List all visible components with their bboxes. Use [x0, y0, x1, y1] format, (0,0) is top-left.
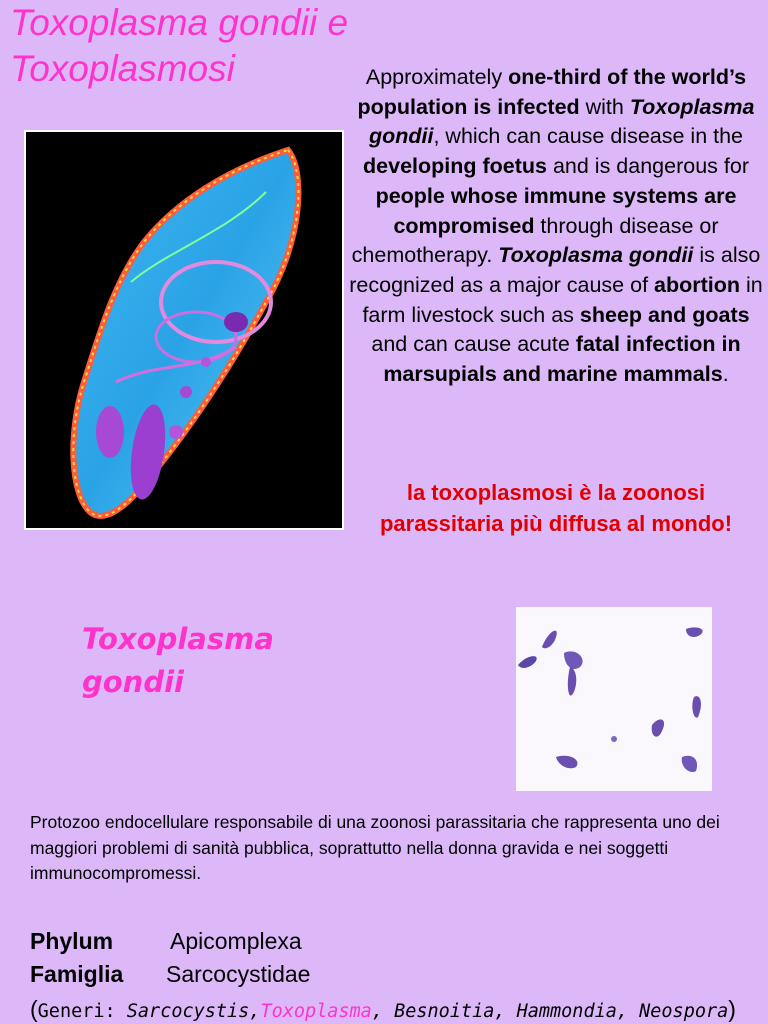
text-segment-bold: fatal infection in marsupials and marine mammals — [383, 332, 741, 387]
english-description — [348, 63, 764, 390]
family-value: Sarcocystidae — [166, 961, 311, 987]
text-segment-bold: developing foetus — [363, 154, 547, 179]
paren-close: ) — [728, 996, 736, 1022]
page-title — [10, 0, 348, 92]
text-segment-bold: people whose immune systems are compromised — [375, 183, 737, 238]
phylum-label: Phylum — [30, 928, 114, 954]
subtitle-species: gondii — [82, 665, 184, 699]
paren-open: ( — [30, 996, 38, 1022]
text-segment: through disease or chemotherapy. — [351, 213, 719, 268]
title-conjunction: e — [317, 2, 349, 43]
taxonomy-family-row — [30, 961, 310, 988]
tachyzoite-smear-image — [516, 607, 712, 791]
parasite-description: Protozoo endocellulare responsabile di una zoonosi parassitaria che rappresenta uno dei maggiori problemi di sanità pubblica, soprattutto nella donna gravida e nei soggetti immunocompromessi. — [30, 812, 720, 883]
text-segment: with — [579, 94, 630, 119]
genus-toxoplasma: Toxoplasma — [260, 1001, 372, 1022]
text-segment-bold-italic: Toxoplasma gondii — [498, 243, 694, 268]
phylum-value: Apicomplexa — [170, 928, 302, 954]
text-segment-bold: sheep and goats — [579, 302, 750, 327]
text-segment: , which can cause disease in the — [433, 124, 744, 149]
family-label: Famiglia — [30, 961, 124, 987]
tachyzoite-smear-graphic — [516, 607, 712, 791]
title-species: Toxoplasma gondii — [10, 2, 318, 43]
electron-micrograph-image — [24, 130, 344, 530]
parasite-micrograph-graphic — [26, 132, 342, 528]
subtitle-genus: Toxoplasma — [82, 622, 274, 656]
text-segment-bold: abortion — [654, 272, 741, 297]
genera-others: , Besnoitia, Hammondia, Neospora — [371, 1001, 729, 1022]
text-segment-bold-italic: Toxoplasma gondii — [368, 94, 755, 149]
genera-label: Generi: — [37, 1001, 127, 1022]
title-disease: Toxoplasmosi — [10, 48, 235, 89]
text-segment: . — [722, 362, 729, 387]
taxonomy-phylum-row — [30, 928, 302, 955]
section-subtitle — [82, 618, 274, 704]
text-segment: is also recognized as a major cause of — [349, 243, 761, 297]
zoonosis-highlight: la toxoplasmosi è la zoonosi parassitaria più diffusa al mondo! — [379, 480, 733, 536]
taxonomy-genera-row — [30, 996, 736, 1023]
genus-sarcocystis: Sarcocystis, — [126, 1001, 261, 1022]
text-segment: and is dangerous for — [546, 154, 749, 179]
text-segment: in farm livestock such as — [362, 272, 763, 327]
text-segment: and can cause acute — [371, 332, 576, 357]
text-segment-bold: one-third of the world’s population is infected — [357, 65, 747, 119]
text-segment: Approximately — [365, 65, 509, 89]
